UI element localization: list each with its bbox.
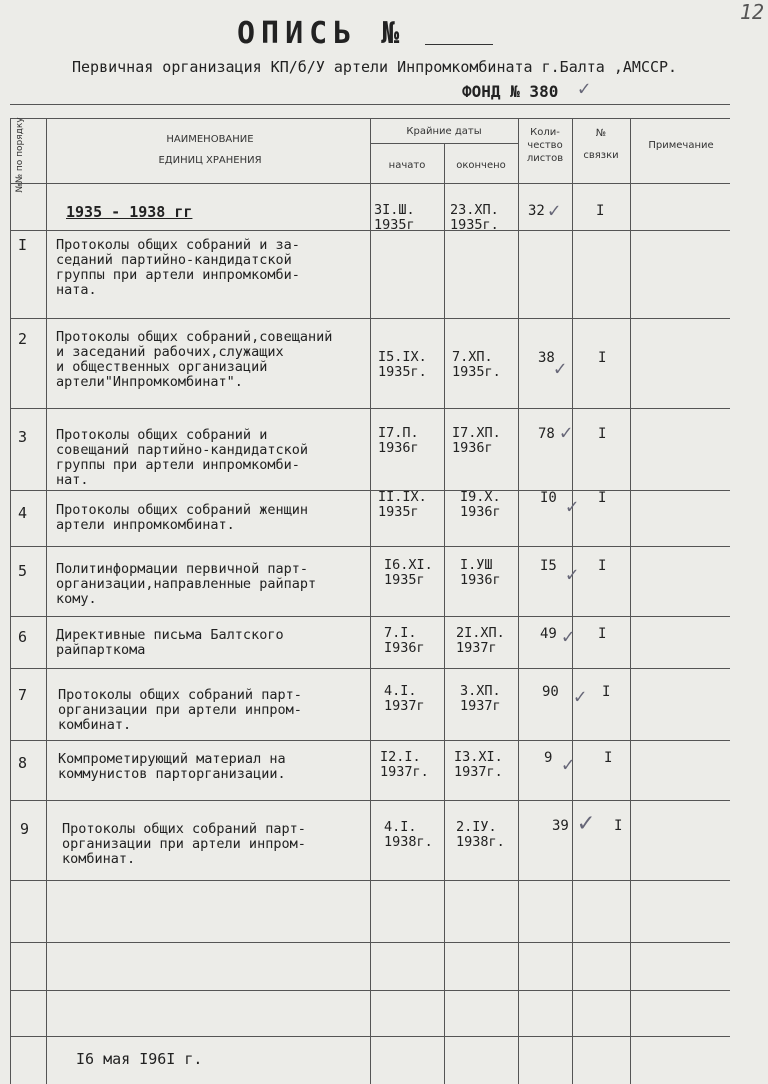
header-start: начато [388,160,426,171]
row-bundle: I [598,558,607,574]
year-range-heading: 1935 - 1938 гг [66,203,193,221]
row-title: Протоколы общих собраний и совещаний партийно-кандидатской группы при артели инпромкомби- нат. [56,427,308,488]
row-start-date: 7.I. I936г [384,625,425,656]
row-start-date: 4.I. 1937г [384,683,425,714]
check-mark-icon: ✓ [562,624,575,648]
check-mark-icon: ✓ [566,494,579,518]
col-divider [46,118,47,1084]
year-start-date: 3I.Ш. 1935г [374,202,415,233]
header-dates: Крайние даты [406,126,482,137]
row-number: 7 [18,686,28,704]
col-divider [572,118,573,1084]
check-mark-icon: ✓ [548,198,561,222]
year-bundle: I [596,203,605,219]
check-mark-icon: ✓ [574,684,587,708]
header-name-line2: ЕДИНИЦ ХРАНЕНИЯ [158,155,262,166]
organization-subtitle: Первичная организация КП/б/У артели Инпромкомбината г.Балта ,АМССР. [72,58,678,76]
row-separator [10,668,730,669]
table-left-border [10,118,11,1084]
row-title: Компрометирующий материал на коммунистов парторганизации. [58,751,286,782]
col-divider [630,118,631,1084]
row-sheets: 39 [552,818,569,834]
col-divider [370,118,371,1084]
row-separator [10,490,730,491]
row-end-date: I9.X. 1936г [460,489,501,520]
row-separator [10,1036,730,1037]
row-separator [10,800,730,801]
row-number: 2 [18,330,28,348]
row-sheets: I0 [540,490,557,506]
row-separator [10,740,730,741]
header-end: окончено [456,160,506,171]
signature-date: I6 мая I96I г. [76,1050,203,1068]
rule [10,104,730,105]
row-sheets: 38 [538,350,555,366]
row-sheets: 78 [538,426,555,442]
row-start-date: 4.I. 1938г. [384,819,433,850]
row-start-date: I5.IX. 1935г. [378,349,427,380]
row-title: Политинформации первичной парт- организации,направленные райпарт кому. [56,561,317,607]
header-name-line1: НАИМЕНОВАНИЕ [166,134,254,145]
row-end-date: I3.XI. 1937г. [454,749,503,780]
row-title: Протоколы общих собраний женщин артели инпромкомбинат. [56,502,308,533]
row-bundle: I [602,684,611,700]
header-bundle: связки [583,150,619,161]
year-sheets: 32 [528,203,545,219]
page-number: 12 [739,0,764,24]
header-sheets: Коли- чество листов [526,127,564,164]
row-start-date: I2.I. 1937г. [380,749,429,780]
title-number-line [425,44,493,45]
row-title: Протоколы общих собраний парт- организации при артели инпром- комбинат. [58,687,302,733]
row-bundle: I [604,750,613,766]
row-number: 4 [18,504,28,522]
row-end-date: I.УШ 1936г [460,557,501,588]
check-mark-icon: ✓ [562,752,575,776]
row-title: Директивные письма Балтского райпарткома [56,627,284,658]
row-bundle: I [598,626,607,642]
check-mark-icon: ✓ [566,562,579,586]
row-end-date: I7.XП. 1936г [452,425,501,456]
row-separator [10,230,730,231]
row-bundle: I [598,426,607,442]
row-title: Протоколы общих собраний парт- организации при артели инпром- комбинат. [62,821,306,867]
row-start-date: I7.П. 1936г [378,425,419,456]
row-separator [10,546,730,547]
row-bundle: I [598,350,607,366]
row-start-date: II.IX. 1935г [378,489,427,520]
document-title: ОПИСЬ № [237,16,406,51]
row-separator [10,408,730,409]
row-number: 9 [20,820,30,838]
row-title: Протоколы общих собраний и за- седаний партийно-кандидатской группы при артели инпромкомби- ната. [56,237,300,298]
row-end-date: 2I.XП. 1937г [456,625,505,656]
row-bundle: I [614,818,623,834]
col-divider [518,118,519,1084]
row-end-date: 3.XП. 1937г [460,683,501,714]
row-separator [10,880,730,881]
row-number: 5 [18,562,28,580]
check-mark-icon: ✓ [578,808,594,838]
row-end-date: 2.IУ. 1938г. [456,819,505,850]
row-number: 3 [18,428,28,446]
row-separator [10,616,730,617]
row-separator [10,318,730,319]
row-sheets: 9 [544,750,553,766]
row-sheets: I5 [540,558,557,574]
row-number: 8 [18,754,28,772]
row-sheets: 49 [540,626,557,642]
check-mark-icon: ✓ [560,420,573,444]
row-start-date: I6.XI. 1935г [384,557,433,588]
row-number: I [18,236,28,254]
header-row-number: №№ по порядку [15,117,25,193]
row-title: Протоколы общих собраний,совещаний и заседаний рабочих,служащих и общественных организаций артели"Инпромкомбинат". [56,329,333,390]
row-separator [10,942,730,943]
row-separator [10,990,730,991]
fond-number: ФОНД № 380 [462,82,559,101]
row-bundle: I [598,490,607,506]
header-note: Примечание [648,140,714,151]
row-end-date: 7.XП. 1935г. [452,349,501,380]
row-sheets: 90 [542,684,559,700]
check-mark-icon: ✓ [578,76,591,100]
check-mark-icon: ✓ [554,356,567,380]
row-number: 6 [18,628,28,646]
year-end-date: 23.XП. 1935г. [450,202,499,233]
header-bundle-number: № [595,128,607,139]
